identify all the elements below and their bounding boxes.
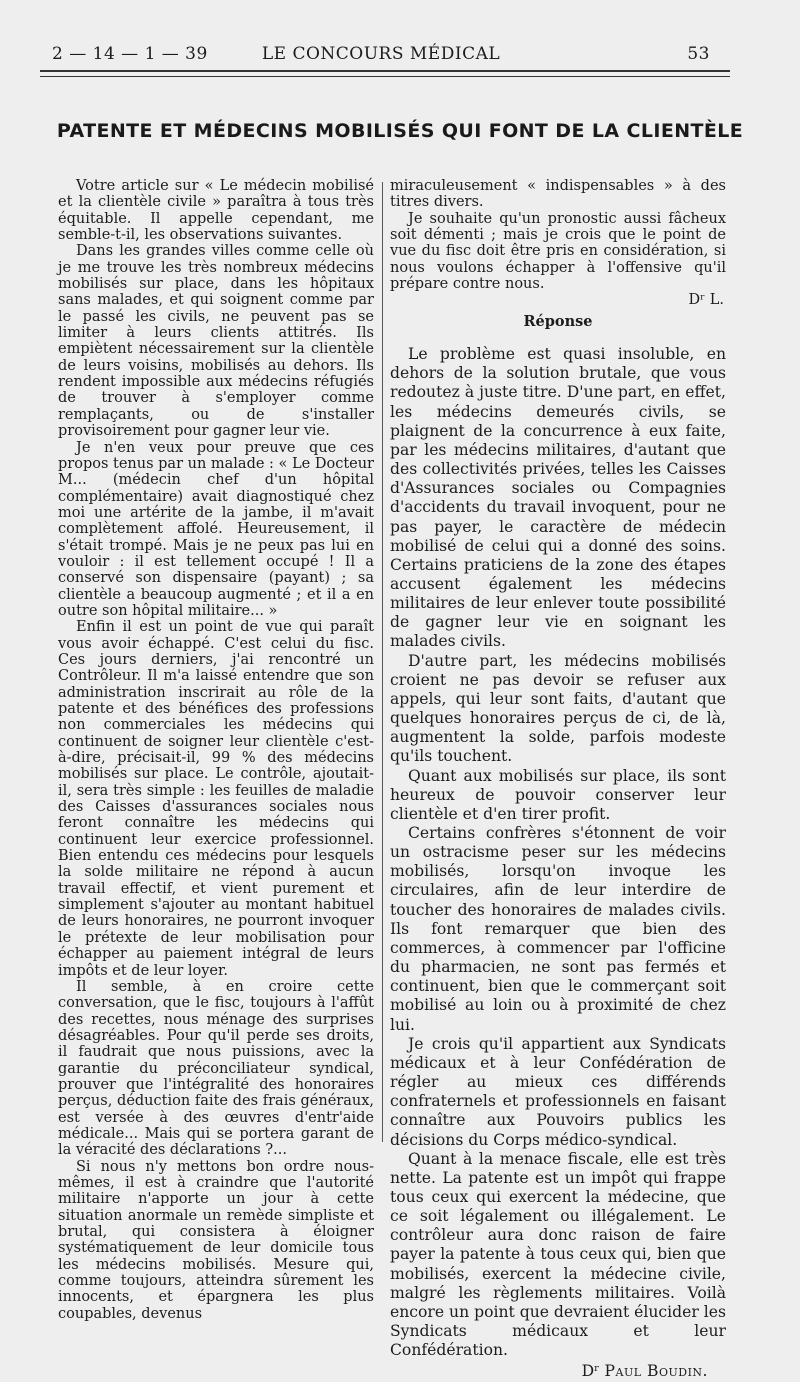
reponse-heading: Réponse	[523, 312, 593, 330]
journal-title: LE CONCOURS MÉDICAL	[261, 44, 501, 64]
letter-continuation: miraculeusement « indispensables » à des titres divers.	[390, 178, 726, 211]
reponse-paragraph: Le problème est quasi insoluble, en dehors de la solution brutale, que vous redoutez à juste titre. D'une part, en effet, les médecins demeurés civils, se plaignent de la concurrence à eux faite, par les médecins militaires, d'autant que des collectivités privées, telles les Caisses d'Assurances sociales ou Compagnies d'accidents du travail invoquent, pour ne pas payer, le caractère de médecin mobilisé de celui qui a donné des soins. Certains praticiens de la zone des étapes accusent également les médecins militaires de leur enlever toute possibilité de gagner leur vie en soignant les malades civils.	[390, 345, 726, 651]
running-header	[52, 44, 710, 66]
reponse-paragraph: Quant aux mobilisés sur place, ils sont heureux de pouvoir conserver leur clientèle et d'en tirer profit.	[390, 766, 726, 823]
reponse-body	[390, 345, 726, 1381]
letter-paragraph: Si nous n'y mettons bon ordre nous-mêmes, il est à craindre que l'autorité militaire n'apporte un jour à cette situation anormale un remède simpliste et brutal, qui consistera à éloigner systématiquement de leur domicile tous les médecins mobilisés. Mesure qui, comme toujours, atteindra sûrement les innocents, et épargnera les plus coupables, devenus	[58, 1158, 374, 1322]
reponse-paragraph: D'autre part, les médecins mobilisés croient ne pas devoir se refuser aux appels, qui leur sont faits, d'autant que quelques honoraires perçus de ci, de là, augmentent la solde, parfois modeste qu'ils touchent.	[390, 651, 726, 766]
letter-paragraph: Dans les grandes villes comme celle où je me trouve les très nombreux médecins mobilisés sur place, dans les hôpitaux sans malades, et qui soignent comme par le passé les civils, ne peuvent pas se limiter à leurs clients attitrés. Ils empiètent nécessairement sur la clientèle de leurs voisins, mobilisés au dehors. Ils rendent impossible aux médecins réfugiés de trouver à s'employer comme remplaçants, ou de s'installer provisoirement pour gagner leur vie.	[58, 243, 374, 440]
right-column	[390, 178, 726, 1382]
reponse-paragraph: Je crois qu'il appartient aux Syndicats médicaux et à leur Confédération de régler au mieux ces différends confraternels et professionnels en faisant connaître aux Pouvoirs publics les décisions du Corps médico-syndical.	[390, 1034, 726, 1149]
letter-paragraph: Je n'en veux pour preuve que ces propos tenus par un malade : « Le Docteur M... (médecin chef d'un hôpital complémentaire) avait diagnostiqué chez moi une artérite de la jambe, il m'avait complètement affolé. Heureusement, il s'était trompé. Mais je ne peux pas lui en vouloir : il est tellement occupé ! Il a conservé son dispensaire (payant) ; sa clientèle a beaucoup augmenté ; et il a en outre son hôpital militaire... »	[58, 439, 374, 619]
letter-paragraph: Enfin il est un point de vue qui paraît vous avoir échappé. C'est celui du fisc. Ces jours derniers, j'ai rencontré un Contrôleur. Il m'a laissé entendre que son administration inscrirait au rôle de la patente et des bénéfices des professions non commerciales les médecins qui continuent de soigner leur clientèle c'est-à-dire, précisait-il, 99 % des médecins mobilisés sur place. Le contrôle, ajoutait-il, sera très simple : les feuilles de maladie des Caisses d'assurances sociales nous feront connaître les médecins qui continuent leur exercice professionnel. Bien entendu ces médecins pour lesquels la solde militaire ne répond à aucun travail effectif, et vient purement et simplement s'ajouter au montant habituel de leurs honoraires, ne pourront invoquer le prétexte de leur mobilisation pour échapper au paiement intégral de leurs impôts et de leur loyer.	[58, 619, 374, 979]
header-rule-thin	[40, 76, 730, 77]
column-divider	[382, 182, 383, 1142]
page-number: 53	[687, 44, 710, 64]
issue-date: 2 — 14 — 1 — 39	[52, 44, 208, 64]
reponse-signature	[390, 1362, 726, 1381]
reponse-paragraph: Quant à la menace fiscale, elle est très nette. La patente est un impôt qui frappe tous ceux qui exercent la médecine, que ce soit légalement ou illégalement. Le contrôleur aura donc raison de faire payer la patente à tous ceux qui, bien que mobilisés, exercent la médecine civile, malgré les règlements militaires. Voilà encore un point que devraient élucider les Syndicats médicaux et leur Confédération.	[390, 1149, 726, 1360]
letter-paragraph: Votre article sur « Le médecin mobilisé et la clientèle civile » paraîtra à tous très équitable. Il appelle cependant, me semble-t-il, les observations suivantes.	[58, 178, 374, 244]
left-column	[58, 178, 374, 1322]
reponse-paragraph: Certains confrères s'étonnent de voir un ostracisme peser sur les médecins mobilisés, lorsqu'on invoque les circulaires, afin de leur interdire de toucher des honoraires de malades civils. Ils font remarquer que bien des commerces, à commencer par l'officine du pharmacien, ne sont pas fermés et continuent, bien que le commerçant soit mobilisé au loin ou à proximité de chez lui.	[390, 824, 726, 1034]
article-title: PATENTE ET MÉDECINS MOBILISÉS QUI FONT DE LA CLIENTÈLE	[56, 120, 744, 142]
letter-paragraph: Je souhaite qu'un pronostic aussi fâcheux soit démenti ; mais je crois que le point de vue du fisc doit être pris en considération, si nous voulons échapper à l'offensive qu'il prépare contre nous.	[390, 210, 726, 293]
letter-paragraph: Il semble, à en croire cette conversation, que le fisc, toujours à l'affût des recettes, nous ménage des surprises désagréables. Pour qu'il perde ses droits, il faudrait que nous puissions, avec la garantie du préconciliateur syndical, prouver que l'intégralité des honoraires perçus, déduction faite des frais généraux, est versée à des œuvres d'entr'aide médicale... Mais qui se portera garant de la véracité des déclarations ?...	[58, 978, 374, 1159]
signature-name: Paul Boudin.	[604, 1362, 708, 1381]
header-rule-thick	[40, 70, 730, 72]
letter-signature: Dʳ L.	[688, 292, 724, 309]
signature-prefix: Dʳ	[581, 1362, 600, 1381]
